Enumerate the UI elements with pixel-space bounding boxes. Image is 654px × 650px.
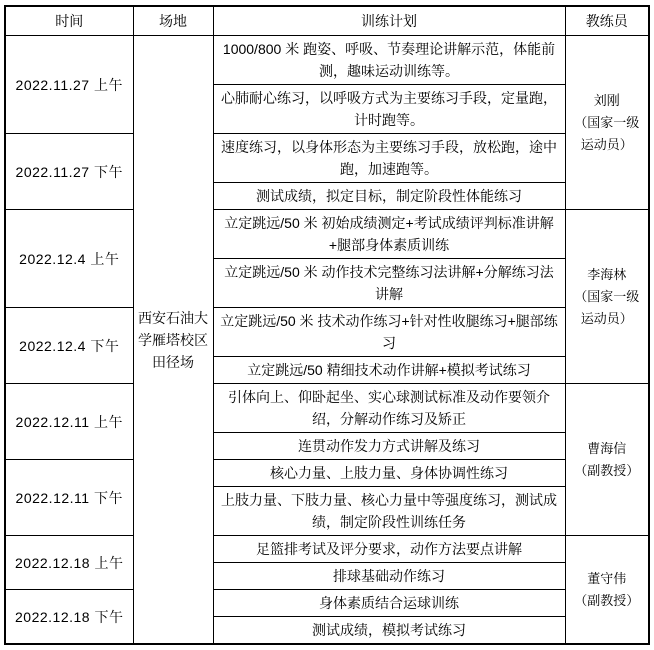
coach-title: （副教授）: [574, 462, 640, 478]
coach-cell: [565, 536, 649, 645]
plan-cell: 立定跳远/50 米 动作技术完整练习法讲解+分解练习法讲解: [213, 259, 565, 308]
coach-name: 刘刚: [593, 92, 620, 108]
training-schedule-table: [4, 5, 650, 645]
plan-cell: 身体素质结合运球训练: [213, 590, 565, 617]
plan-cell: 上肢力量、下肢力量、核心力量中等强度练习，测试成绩，制定阶段性训练任务: [213, 487, 565, 536]
coach-title: （副教授）: [574, 592, 640, 608]
time-cell: 2022.12.11 上午: [5, 384, 133, 460]
plan-cell: 排球基础动作练习: [213, 563, 565, 590]
table-row: [5, 384, 649, 433]
plan-cell: 速度练习，以身体形态为主要练习手段，放松跑，途中跑，加速跑等。: [213, 134, 565, 183]
coach-title: （国家一级运动员）: [574, 114, 640, 152]
coach-cell: [565, 384, 649, 536]
plan-cell: 1000/800 米 跑姿、呼吸、节奏理论讲解示范，体能前测，趣味运动训练等。: [213, 36, 565, 85]
table-row: [5, 134, 649, 183]
time-cell: 2022.11.27 上午: [5, 36, 133, 134]
time-cell: 2022.12.18 上午: [5, 536, 133, 590]
plan-cell: 测试成绩，模拟考试练习: [213, 617, 565, 645]
coach-name: 李海林: [587, 266, 627, 282]
plan-cell: 测试成绩，拟定目标，制定阶段性体能练习: [213, 183, 565, 210]
table-row: [5, 36, 649, 85]
table-row: [5, 460, 649, 487]
plan-cell: 立定跳远/50 米 技术动作练习+针对性收腿练习+腿部练习: [213, 308, 565, 357]
time-cell: 2022.12.4 上午: [5, 210, 133, 308]
plan-cell: 立定跳远/50 精细技术动作讲解+模拟考试练习: [213, 357, 565, 384]
time-cell: 2022.12.4 下午: [5, 308, 133, 384]
header-time: 时间: [5, 6, 133, 36]
header-plan: 训练计划: [213, 6, 565, 36]
table-row: [5, 308, 649, 357]
plan-cell: 足篮排考试及评分要求，动作方法要点讲解: [213, 536, 565, 563]
coach-title: （国家一级运动员）: [574, 288, 640, 326]
header-venue: 场地: [133, 6, 213, 36]
table-header-row: [5, 6, 649, 36]
venue-cell: 西安石油大学雁塔校区田径场: [133, 36, 213, 645]
table-row: [5, 590, 649, 617]
plan-cell: 连贯动作发力方式讲解及练习: [213, 433, 565, 460]
coach-name: 董守伟: [587, 570, 627, 586]
coach-cell: [565, 210, 649, 384]
coach-cell: [565, 36, 649, 210]
plan-cell: 心肺耐心练习，以呼吸方式为主要练习手段，定量跑，计时跑等。: [213, 85, 565, 134]
time-cell: 2022.12.11 下午: [5, 460, 133, 536]
table-row: [5, 210, 649, 259]
time-cell: 2022.12.18 下午: [5, 590, 133, 645]
plan-cell: 引体向上、仰卧起坐、实心球测试标准及动作要领介绍，分解动作练习及矫正: [213, 384, 565, 433]
table-row: [5, 536, 649, 563]
plan-cell: 立定跳远/50 米 初始成绩测定+考试成绩评判标准讲解+腿部身体素质训练: [213, 210, 565, 259]
time-cell: 2022.11.27 下午: [5, 134, 133, 210]
coach-name: 曹海信: [587, 440, 627, 456]
plan-cell: 核心力量、上肢力量、身体协调性练习: [213, 460, 565, 487]
header-coach: 教练员: [565, 6, 649, 36]
